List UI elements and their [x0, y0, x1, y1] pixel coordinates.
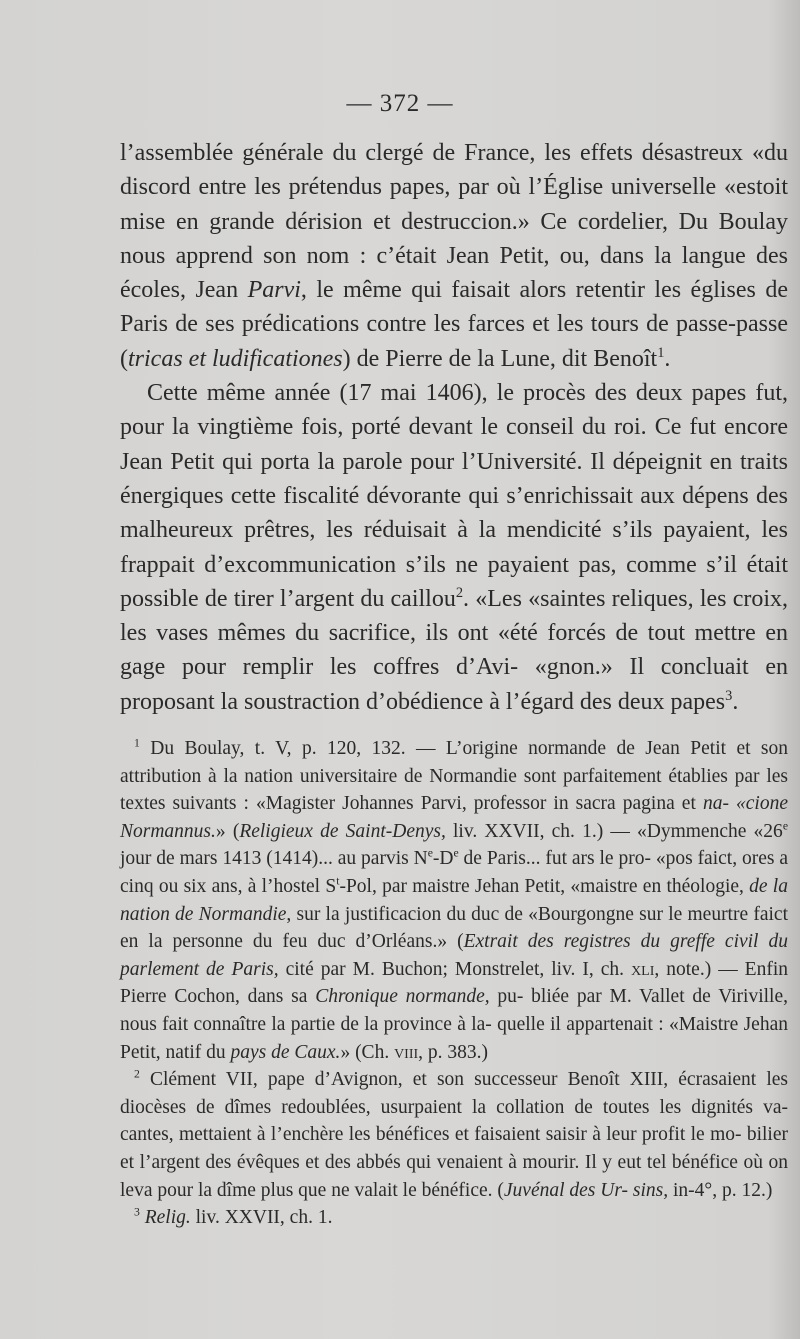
footnote-1: $^1$ Du Boulay, t. V, p. 120, 132. — L’origine normande de Jean Petit et son attribution à la nation universitaire de Normandie sont parfaitement établies par les textes suivants : «Magister Johannes Parvi, professor in sacra pagina et na- «cione Normannus.» (Religieux de Saint-Denys, liv. XXVII, ch. 1.) — «Dymmenche «26e jour de mars 1413 (1414)... au parvis $N^e-De$ de Paris... fut ars le pro- «pos faict, ores a cinq ou six ans, à l’hostel $S^t$-Pol, par maistre Jehan Petit, «maistre en théologie, de la nation de Normandie, sur la justificacion du duc de «Bourgongne sur le meurtre faict en la personne du feu duc d’Orléans.» (Extrait des registres du greffe civil du parlement de Paris, cité par M. Buchon; Monstrelet, liv. I, ch. xli, note.) — Enfin Pierre Cochon, dans sa Chronique normande, pu- bliée par M. Vallet de Viriville, nous fait connaître la partie de la province à la- quelle il appartenait : «Maistre Jehan Petit, natif du pays de Caux.» (Ch. viii, p. 383.)	[120, 736, 789, 1063]
paragraph-1: l’assemblée générale du clergé de France, les effets désastreux «du discord entre les prétendus papes, par où l’Église universelle «estoit mise en grande dérision et destruccion.» Ce cordelier, Du Boulay nous apprend son nom : c’était Jean Petit, ou, dans la langue des écoles, Jean Parvi, le même qui faisait alors retentir les églises de Paris de ses prédications contre les farces et les tours de passe-passe (tricas et ludificationes) de Pierre de la Lune, dit Benoît$^1$.	[120, 140, 788, 372]
footnote-ref-3: 3	[725, 687, 733, 704]
footnote-ref-1: 1	[657, 344, 665, 361]
footnotes	[120, 735, 788, 1232]
footnote-3: $^3$ Relig. liv. XXVII, ch. 1.	[134, 1205, 333, 1229]
main-text	[120, 136, 788, 719]
page-number: — 372 —	[346, 90, 454, 117]
footnote-ref-2: 2	[455, 584, 464, 601]
paragraph-2: Cette même année (17 mai 1406), le procès des deux papes fut, pour la vingtième fois, porté devant le conseil du roi. Ce fut encore Jean Petit qui porta la parole pour l’Université. Il dépeignit en traits énergiques cette fiscalité dévorante qui s’enrichissait aux dépens des malheureux prêtres, les réduisait à la mendicité s’ils payaient, les frappait d’excommunication s’ils ne payaient pas, comme s’il était possible de tirer l’argent du caillou$^2$. «Les «saintes reliques, les croix, les vases mêmes du sacrifice, ils ont «été forcés de tout mettre en gage pour remplir les coffres d’Avi- «gnon.» Il concluait en proposant la soustraction d’obédience à l’égard des deux papes$^3$.	[120, 380, 789, 715]
footnote-2: $^2$ Clément VII, pape d’Avignon, et son successeur Benoît XIII, écrasaient les diocèses de dîmes redoublées, usurpaient la collation de toutes les dignités va- cantes, mettaient à l’enchère les bénéfices et faisaient saisir à leur profit le mo- bilier et l’argent des évêques et des abbés qui venaient à mourir. Il y eut tel bénéfice où on leva pour la dîme plus que ne valait le bénéfice. (Juvénal des Ur- sins, in-4°, p. 12.)	[120, 1067, 788, 1201]
footnote-number-2: 2	[134, 1067, 140, 1081]
footnote-number-1: 1	[134, 736, 140, 750]
footnote-number-3: 3	[134, 1205, 140, 1219]
